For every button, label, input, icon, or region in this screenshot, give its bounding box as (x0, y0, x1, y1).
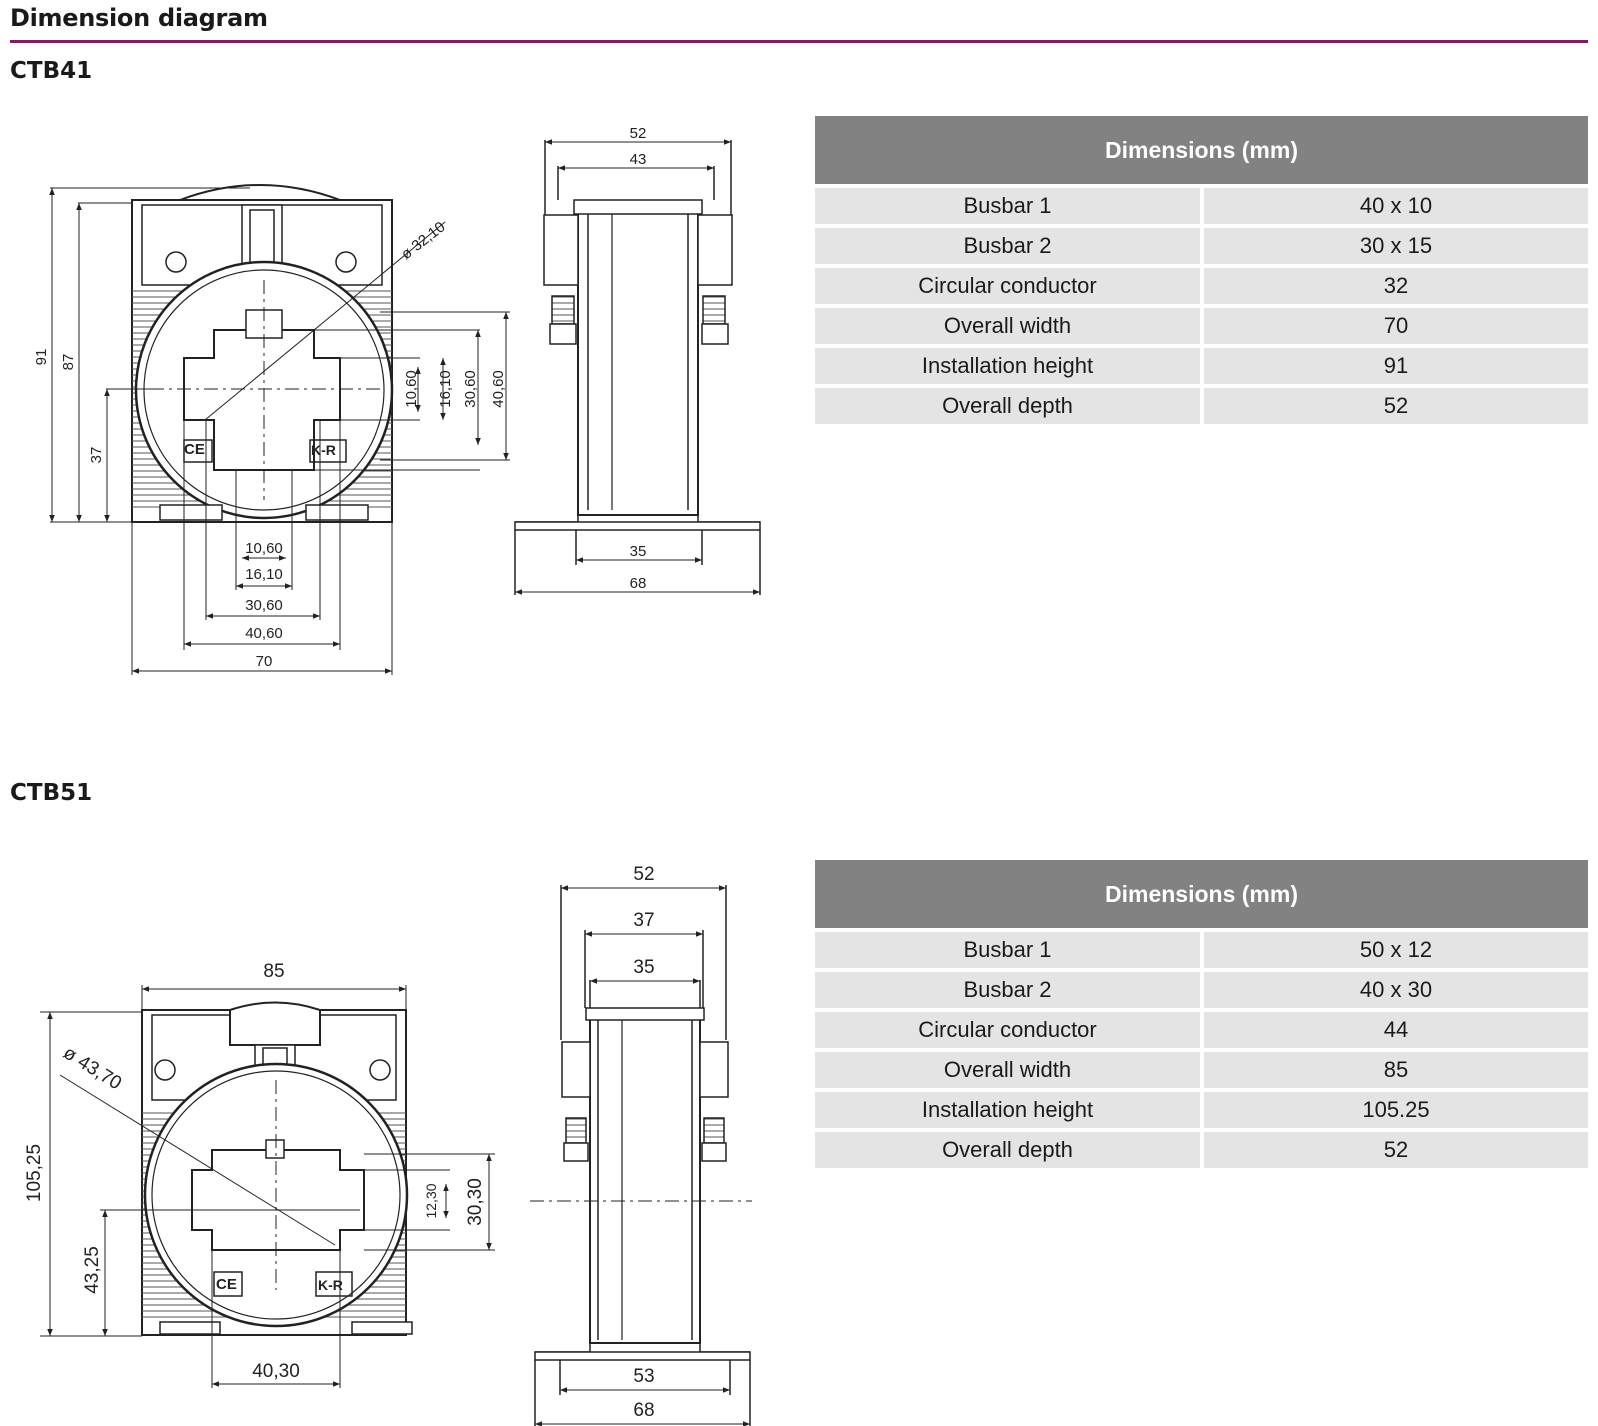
row-value: 85 (1204, 1052, 1588, 1088)
dim-label: 68 (629, 575, 647, 592)
row-label: Overall depth (815, 388, 1204, 424)
dim-label: 30,30 (465, 1178, 486, 1226)
dim-label: 91 (33, 348, 50, 366)
dim-label: 16,10 (245, 566, 283, 583)
model-title-ctb51: CTB51 (10, 780, 93, 806)
dim-label: 40,60 (490, 370, 507, 408)
kr-mark: K-R (318, 1277, 343, 1293)
table-row (815, 1132, 1588, 1168)
dim-label: 10,60 (245, 540, 283, 557)
row-label: Overall width (815, 1052, 1204, 1088)
diameter-label: ø 43,70 (59, 1042, 126, 1095)
row-label: Overall width (815, 308, 1204, 344)
row-value: 52 (1204, 1132, 1588, 1168)
dim-label: 37 (88, 446, 105, 464)
dim-label: 40,30 (252, 1361, 300, 1382)
kr-mark: K-R (311, 442, 336, 458)
model-title-ctb41: CTB41 (10, 58, 93, 84)
dim-label: 35 (633, 957, 655, 978)
dim-label: 53 (633, 1366, 655, 1387)
dim-label: 105,25 (24, 1143, 45, 1203)
table-row (815, 1052, 1588, 1088)
row-label: Busbar 2 (815, 228, 1204, 264)
row-value: 32 (1204, 268, 1588, 304)
dim-label: 12,30 (423, 1183, 439, 1219)
dim-label: 43,25 (82, 1246, 103, 1294)
table-header: Dimensions (mm) (815, 860, 1588, 928)
table-row (815, 388, 1588, 424)
table-row (815, 932, 1588, 968)
row-label: Busbar 1 (815, 188, 1204, 224)
row-label: Busbar 2 (815, 972, 1204, 1008)
dim-label: 68 (633, 1400, 655, 1421)
row-value: 91 (1204, 348, 1588, 384)
dim-label: 52 (629, 125, 647, 142)
row-value: 70 (1204, 308, 1588, 344)
row-value: 52 (1204, 388, 1588, 424)
diameter-label: ø 32,10 (397, 218, 449, 264)
table-row (815, 972, 1588, 1008)
row-label: Circular conductor (815, 268, 1204, 304)
table-row (815, 308, 1588, 344)
row-value: 40 x 10 (1204, 188, 1588, 224)
table-row (815, 228, 1588, 264)
row-value: 50 x 12 (1204, 932, 1588, 968)
dim-label: 70 (255, 653, 273, 670)
ce-mark: CE (216, 1276, 237, 1293)
row-value: 30 x 15 (1204, 228, 1588, 264)
ctb41-side-view (515, 140, 760, 595)
row-label: Circular conductor (815, 1012, 1204, 1048)
row-label: Overall depth (815, 1132, 1204, 1168)
dim-label: 52 (633, 864, 655, 885)
table-row (815, 1092, 1588, 1128)
ctb51-dimensions-table (815, 856, 1588, 1172)
row-label: Busbar 1 (815, 932, 1204, 968)
dim-label: 10,60 (403, 370, 420, 408)
ctb41-dimensions-table (815, 112, 1588, 428)
dim-label: 40,60 (245, 625, 283, 642)
row-label: Installation height (815, 348, 1204, 384)
row-label: Installation height (815, 1092, 1204, 1128)
dim-label: 87 (60, 353, 77, 371)
dim-label: 85 (263, 961, 285, 982)
dim-label: 43 (629, 151, 647, 168)
row-value: 40 x 30 (1204, 972, 1588, 1008)
dim-label: 37 (633, 910, 655, 931)
table-row (815, 348, 1588, 384)
ctb41-front-view (132, 185, 445, 522)
table-header: Dimensions (mm) (815, 116, 1588, 184)
dim-label: 16,10 (437, 370, 454, 408)
table-row (815, 188, 1588, 224)
ce-mark: CE (184, 441, 205, 458)
dim-label: 35 (629, 543, 647, 560)
row-value: 105.25 (1204, 1092, 1588, 1128)
dim-label: 30,60 (462, 370, 479, 408)
table-row (815, 268, 1588, 304)
dim-label: 30,60 (245, 597, 283, 614)
table-row (815, 1012, 1588, 1048)
page-title: Dimension diagram (10, 4, 268, 32)
row-value: 44 (1204, 1012, 1588, 1048)
